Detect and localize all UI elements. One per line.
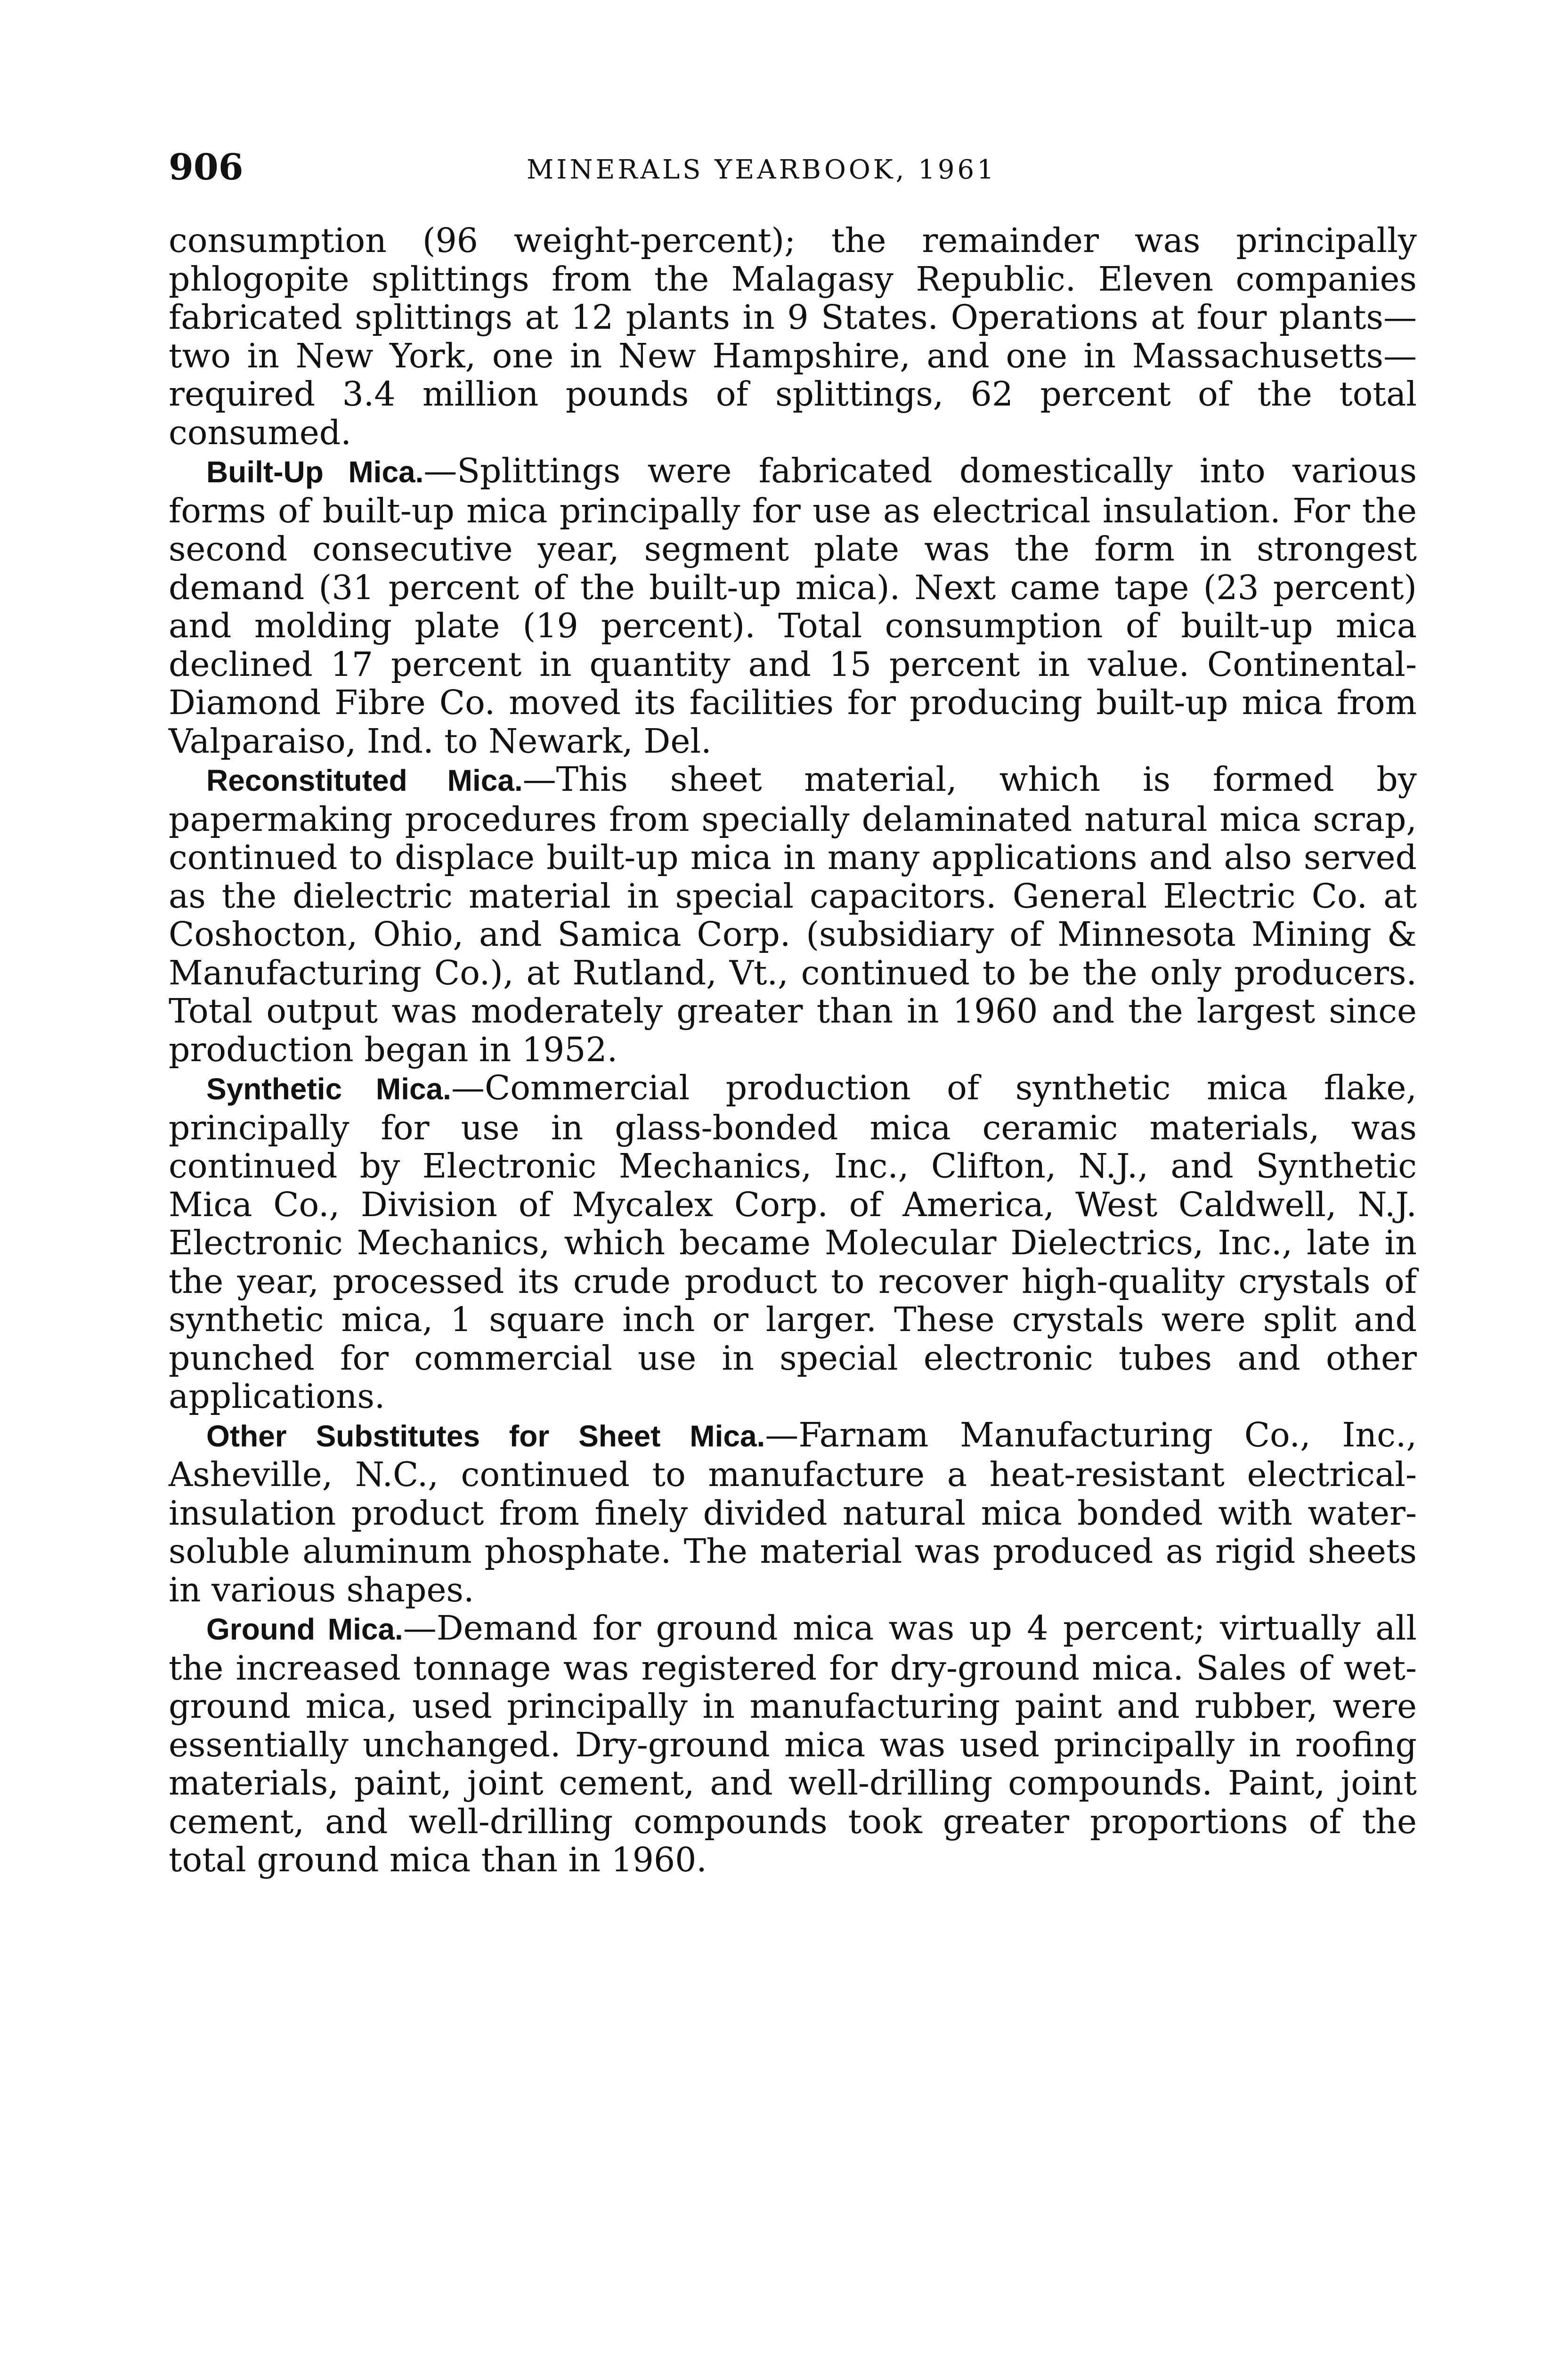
section-heading: Synthetic Mica. — [206, 1072, 451, 1106]
body-text — [169, 221, 1417, 1879]
paragraph-text: —Farnam Manufacturing Co., Inc., Asheville, N.C., continued to manufacture a heat-resistant electrical-insulation product from finely divided natural mica bonded with water-soluble aluminum phosphate. The material was produced as rigid sheets in various shapes. — [169, 1415, 1417, 1609]
document-page — [169, 141, 1417, 1879]
paragraph-consumption — [169, 221, 1417, 452]
page-header — [169, 141, 1417, 193]
paragraph-text: —Commercial production of synthetic mica flake, principally for use in glass-bonded mica ceramic materials, was continued by Electronic Mechanics, Inc., Clifton, N.J., and Synthetic Mica Co., Division of Mycalex Corp. of America, West Caldwell, N.J. Electronic Mechanics, which became Molecular Dielectrics, Inc., late in the year, processed its crude product to recover high-quality crystals of synthetic mica, 1 square inch or larger. These crystals were split and punched for commercial use in special electronic tubes and other applications. — [169, 1068, 1417, 1416]
section-heading: Reconstituted Mica. — [206, 763, 523, 797]
page-number: 906 — [169, 146, 244, 188]
paragraph-other-substitutes — [169, 1416, 1417, 1609]
section-heading: Ground Mica. — [206, 1612, 403, 1646]
section-heading: Built-Up Mica. — [206, 455, 424, 489]
paragraph-text: —This sheet material, which is formed by papermaking procedures from specially delaminated natural mica scrap, continued to displace built-up mica in many applications and also served as the dielectric material in special capacitors. General Electric Co. at Coshocton, Ohio, and Samica Corp. (subsidiary of Minnesota Mining & Manufacturing Co.), at Rutland, Vt., continued to be the only producers. Total output was moderately greater than in 1960 and the largest since production began in 1952. — [169, 760, 1417, 1069]
paragraph-ground-mica — [169, 1609, 1417, 1879]
paragraph-synthetic-mica — [169, 1069, 1417, 1416]
paragraph-built-up-mica — [169, 452, 1417, 760]
paragraph-text: —Demand for ground mica was up 4 percent; virtually all the increased tonnage was registered for dry-ground mica. Sales of wet-ground mica, used principally in manufacturing paint and rubber, were essentially unchanged. Dry-ground mica was used principally in roofing materials, paint, joint cement, and well-drilling compounds. Paint, joint cement, and well-drilling compounds took greater proportions of the total ground mica than in 1960. — [169, 1608, 1417, 1879]
section-heading: Other Substitutes for Sheet Mica. — [206, 1419, 765, 1453]
running-head: MINERALS YEARBOOK, 1961 — [527, 154, 997, 185]
paragraph-text: consumption (96 weight-percent); the remainder was principally phlogopite splittings from the Malagasy Republic. Eleven companies fabricated splittings at 12 plants in 9 States. Operations at four plants—two in New York, one in New Hampshire, and one in Massachusetts—required 3.4 million pounds of splittings, 62 percent of the total consumed. — [169, 221, 1417, 452]
paragraph-text: —Splittings were fabricated domestically into various forms of built-up mica principally for use as electrical insulation. For the second consecutive year, segment plate was the form in strongest demand (31 percent of the built-up mica). Next came tape (23 percent) and molding plate (19 percent). Total consumption of built-up mica declined 17 percent in quantity and 15 percent in value. Continental-Diamond Fibre Co. moved its facilities for producing built-up mica from Valparaiso, Ind. to Newark, Del. — [169, 451, 1417, 761]
paragraph-reconstituted-mica — [169, 760, 1417, 1069]
